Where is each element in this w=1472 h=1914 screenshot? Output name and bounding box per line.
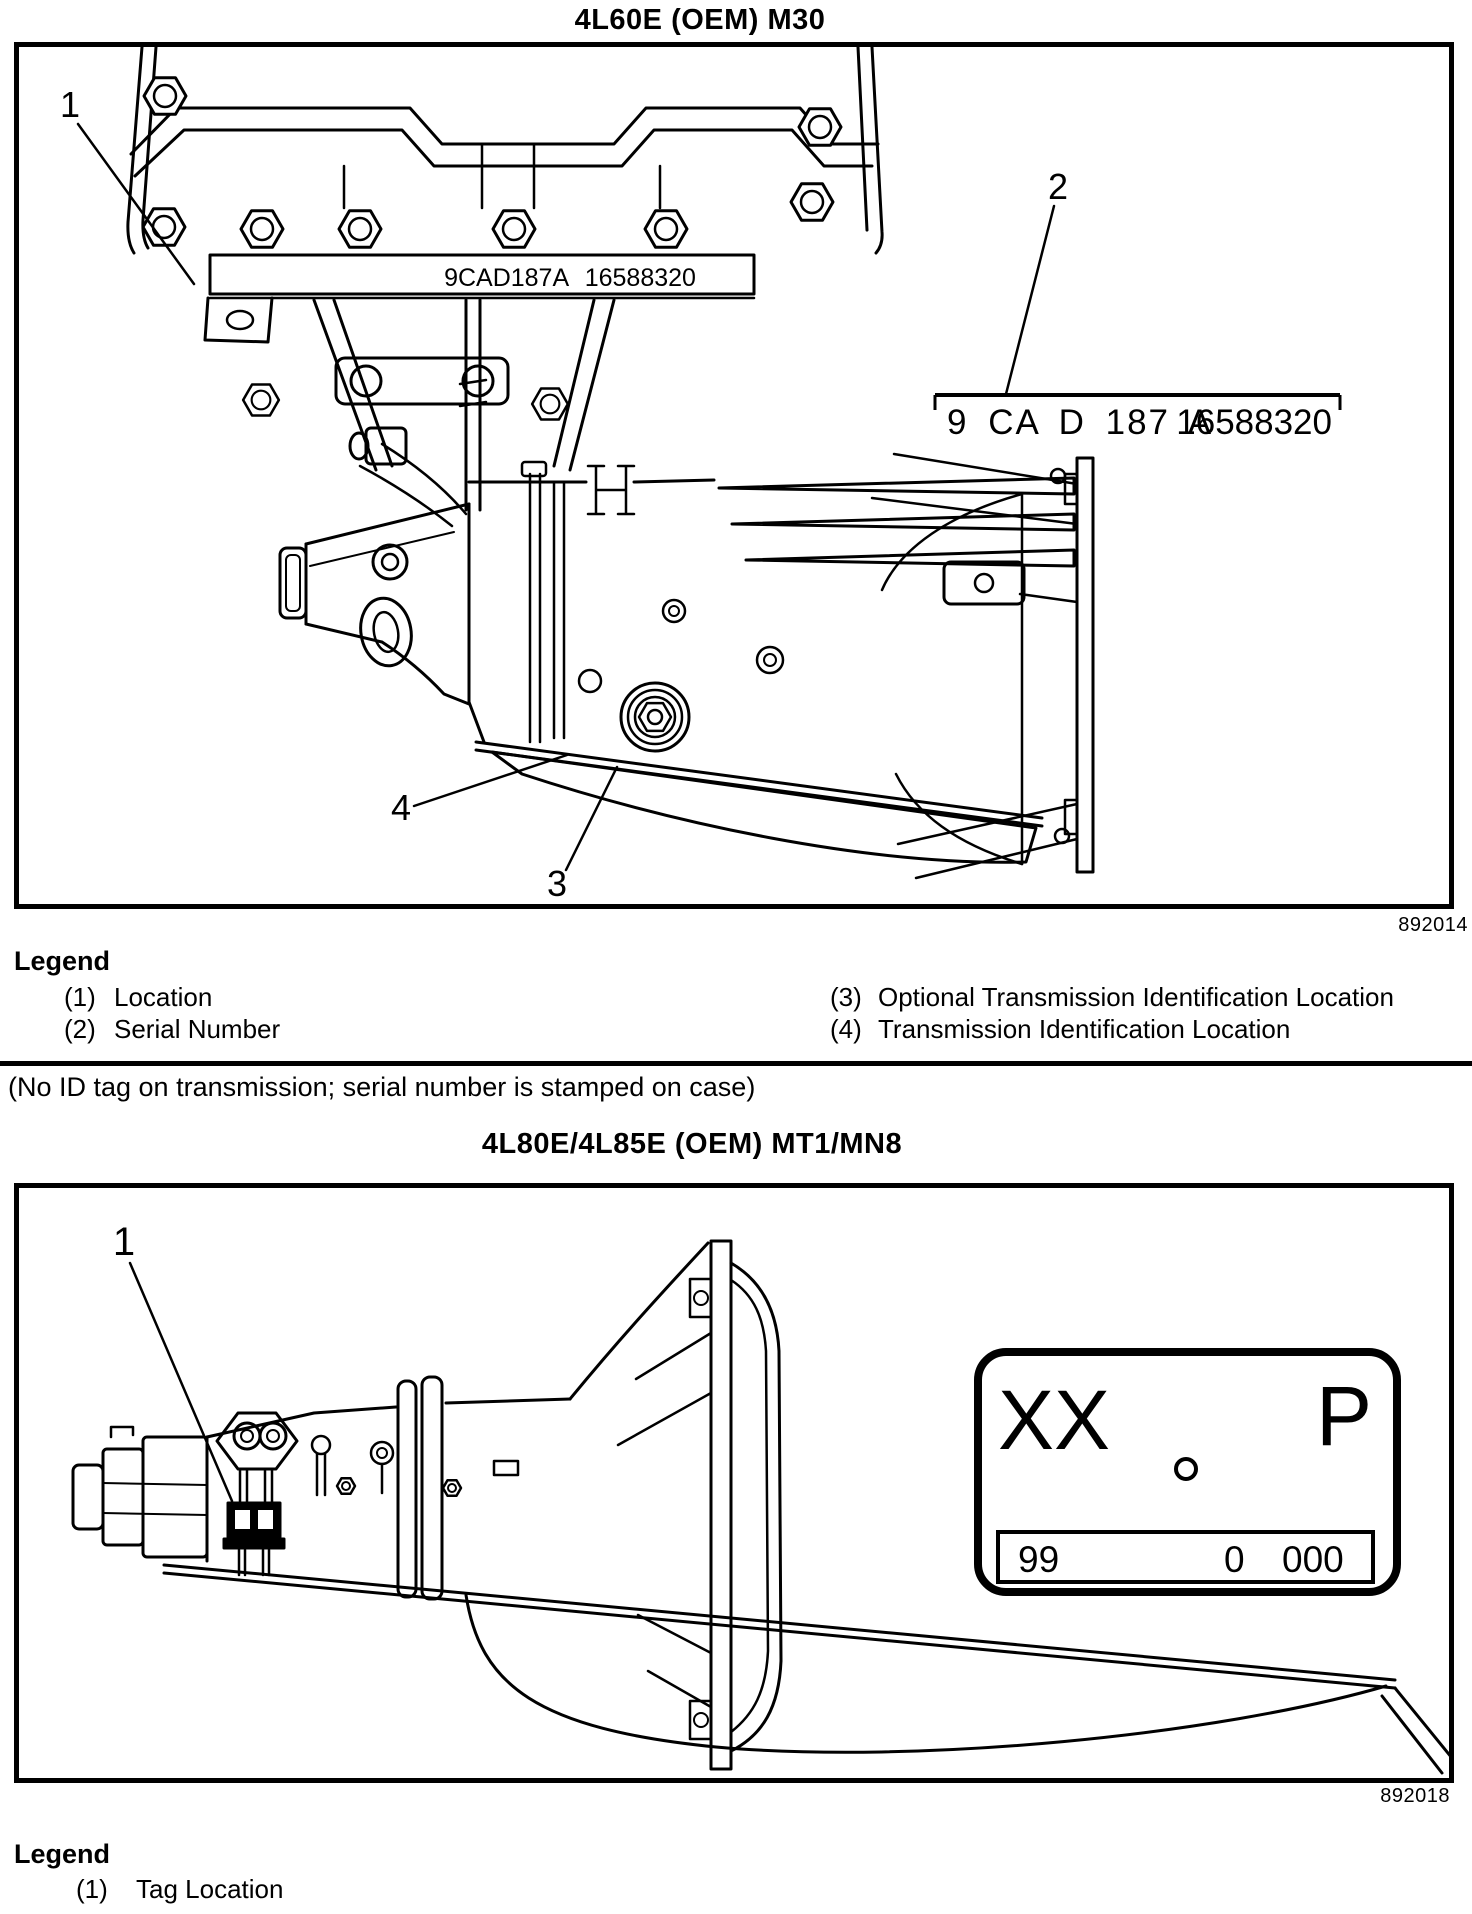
figure2-diagram	[14, 1183, 1454, 1783]
legend2-item1-label: Tag Location	[136, 1874, 284, 1904]
legend1-item3-num: (3)	[830, 982, 862, 1012]
figure2-leader-line	[130, 1263, 232, 1501]
callout-1-fig2: 1	[112, 1220, 136, 1264]
legend1-item3-label: Optional Transmission Identification Location	[878, 982, 1394, 1012]
divider-rule	[0, 1061, 1472, 1066]
figure2-legend-heading: Legend	[14, 1839, 111, 1869]
legend1-item4-num: (4)	[830, 1014, 862, 1044]
figure1-title: 4L60E (OEM) M30	[574, 4, 826, 36]
figure1-number: 892014	[1398, 914, 1468, 936]
figure2-number: 892018	[1380, 1785, 1450, 1807]
legend1-item2-label: Serial Number	[114, 1014, 281, 1044]
legend1-item1-label: Location	[114, 982, 213, 1012]
callout-4: 4	[390, 787, 412, 828]
note-text: (No ID tag on transmission; serial number is stamped on case)	[8, 1072, 756, 1102]
tag-plant-text: P	[1315, 1369, 1372, 1463]
figure1-legend-heading: Legend	[14, 946, 111, 976]
tag-shift-text: 0	[1224, 1539, 1245, 1580]
serial-breakdown	[935, 395, 1340, 442]
callout-3: 3	[546, 863, 568, 904]
tag-model-text: XX	[998, 1373, 1111, 1467]
tag-year-text: 99	[1018, 1539, 1060, 1580]
legend1-item4-label: Transmission Identification Location	[878, 1014, 1291, 1044]
legend1-item2-num: (2)	[64, 1014, 96, 1044]
serial-number-text: 16588320	[1176, 403, 1332, 442]
callout-2: 2	[1047, 166, 1069, 207]
id-tag	[978, 1352, 1397, 1592]
legend1-item1-num: (1)	[64, 982, 96, 1012]
stamped-id-text: 9CAD187A 16588320	[444, 264, 696, 292]
legend2-item1-num: (1)	[76, 1874, 108, 1904]
callout-1: 1	[59, 84, 81, 125]
figure1-leader-lines	[78, 124, 1054, 870]
figure2-title: 4L80E/4L85E (OEM) MT1/MN8	[481, 1128, 903, 1160]
serial-code-text: 9 CA D 187 A	[947, 403, 1214, 442]
tag-serial-text: 000	[1282, 1539, 1344, 1580]
figure1-diagram	[14, 42, 1454, 910]
